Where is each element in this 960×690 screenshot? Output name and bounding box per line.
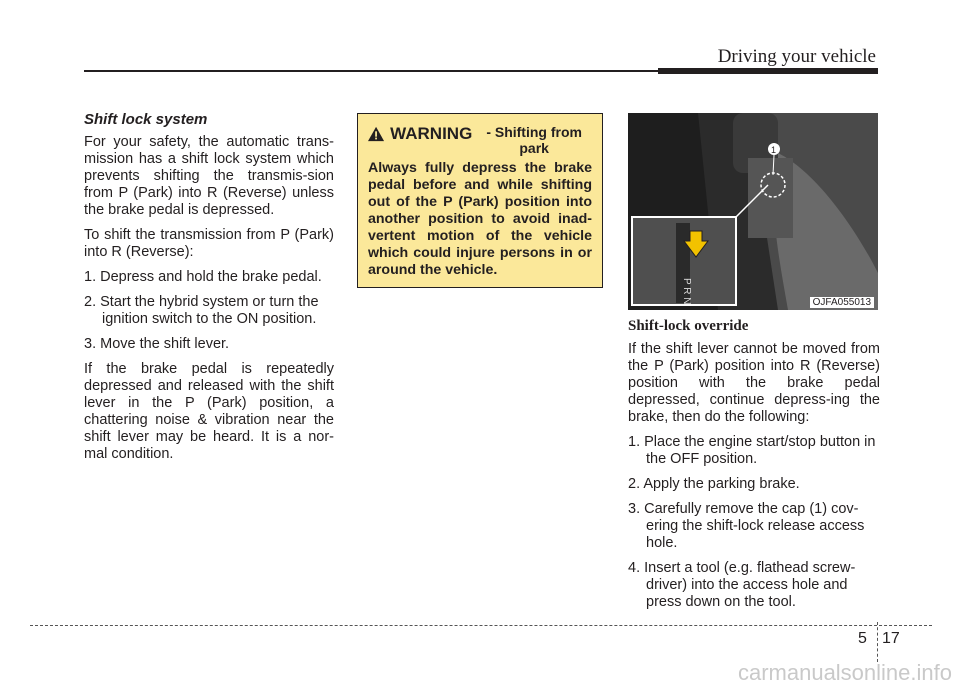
step-item: 4. Insert a tool (e.g. flathead screw-driver) into the access hole and press down on the tool.	[628, 560, 856, 610]
shift-lever-illustration	[628, 113, 878, 310]
warning-text: Always fully depress the brake pedal before and while shifting out of the P (Park) position into another position to avoid inad-vertent motion of the vehicle which could injure persons in or around the vehicle.	[368, 160, 592, 278]
watermark: carmanualsonline.info	[737, 660, 952, 685]
right-column	[628, 318, 880, 619]
subheading: Shift-lock override	[628, 318, 749, 334]
step-item: 2. Start the hybrid system or turn the ignition switch to the ON position.	[84, 294, 319, 327]
chapter-number: 5	[858, 630, 867, 647]
shift-lever-figure	[628, 113, 878, 310]
paragraph: To shift the transmission from P (Park) into R (Reverse):	[84, 227, 334, 260]
warning-subtitle: - Shifting from park	[486, 124, 582, 156]
callout-number: 1	[771, 145, 777, 155]
warning-triangle-icon	[368, 126, 384, 142]
header-rule-accent	[658, 68, 878, 74]
step-item: 2. Apply the parking brake.	[628, 476, 800, 492]
page-number: 17	[882, 630, 900, 647]
left-column	[84, 111, 334, 471]
step-item: 1. Depress and hold the brake pedal.	[84, 269, 322, 285]
warning-box	[357, 113, 603, 288]
footer-rule	[30, 625, 932, 626]
section-title: Shift lock system	[84, 111, 208, 128]
figure-code: OJFA055013	[810, 297, 874, 308]
warning-label: WARNING	[390, 124, 473, 143]
page-header-title: Driving your vehicle	[717, 46, 876, 67]
warning-header	[368, 124, 592, 156]
paragraph: For your safety, the automatic trans-mission has a shift lock system which prevents shifting the transmis-sion from P (Park) into R (Reverse) unless the brake pedal is depressed.	[84, 134, 334, 218]
page-number-divider	[877, 622, 878, 662]
step-item: 1. Place the engine start/stop button in the OFF position.	[628, 434, 876, 467]
paragraph: If the shift lever cannot be moved from the P (Park) position into R (Reverse) position with the brake pedal depressed, continue depress-ing the brake, then do the following:	[628, 341, 880, 425]
step-item: 3. Carefully remove the cap (1) cov-ering the shift-lock release access hole.	[628, 501, 865, 551]
gear-letters: P R N	[681, 278, 692, 305]
step-item: 3. Move the shift lever.	[84, 336, 230, 352]
paragraph: If the brake pedal is repeatedly depressed and released with the shift lever in the P (Park) position, a chattering noise & vibration near the shift lever may be heard. It is a nor-mal condition.	[84, 361, 334, 462]
